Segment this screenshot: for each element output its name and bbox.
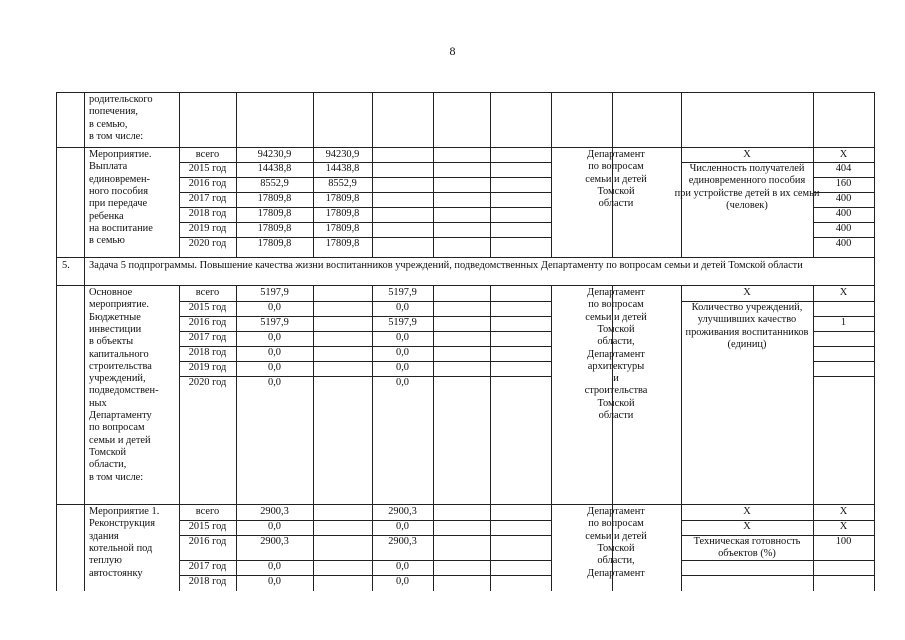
year-label: 2017 год [188, 332, 227, 343]
amount-regional: 0,0 [396, 561, 409, 572]
year-label: всего [195, 149, 220, 160]
event-name-text: здания [89, 530, 119, 542]
event-name-text: Томской [89, 446, 127, 458]
column-border [681, 92, 682, 148]
column-border [84, 92, 85, 591]
year-label: 2016 год [188, 178, 227, 189]
column-border [490, 504, 491, 591]
year-label: 2018 год [188, 208, 227, 219]
amount-total: 5197,9 [260, 317, 289, 328]
year-label: 2019 год [188, 362, 227, 373]
amount-total: 2900,3 [260, 536, 289, 547]
amount-total: 0,0 [268, 362, 281, 373]
amount-total: 0,0 [268, 521, 281, 532]
event-name-text: Мероприятие. [89, 149, 152, 160]
event-name-text: родительского [89, 94, 153, 105]
amount-total: 14438,8 [257, 163, 292, 174]
executor-text: строительства [584, 385, 648, 397]
task-description: Задача 5 подпрограммы. Повышение качества жизни воспитанников учреждений, подведомственных Департаменту по вопросам семьи и детей Томской области [89, 260, 803, 271]
year-label: 2018 год [188, 576, 227, 587]
indicator-value: 400 [835, 223, 852, 234]
amount-total: 17809,8 [257, 238, 292, 249]
event-name-text: в семью, [89, 118, 128, 130]
event-name-text: ребенка [89, 210, 124, 222]
row-border [813, 376, 875, 377]
indicator-value: 404 [835, 163, 852, 174]
indicator-x: X [743, 506, 751, 517]
indicator-value: 400 [835, 208, 852, 219]
column-border [433, 92, 434, 148]
row-border [813, 361, 875, 362]
event-name-text: Департаменту [89, 410, 152, 421]
event-name-text: при передаче [89, 198, 148, 210]
amount-regional: 2900,3 [388, 536, 417, 547]
column-border [236, 92, 237, 148]
amount-regional: 0,0 [396, 362, 409, 373]
executor-text: по вопросам [588, 299, 644, 311]
executor-text: Томской [597, 185, 635, 197]
event-name-text: Основное [89, 287, 133, 298]
indicator-text: Количество учреждений, [691, 302, 803, 313]
column-border [56, 92, 57, 591]
column-border [490, 92, 491, 148]
year-label: 2017 год [188, 193, 227, 204]
page-number: 8 [449, 44, 456, 58]
amount-federal: 17809,8 [325, 208, 360, 219]
event-name-text: в семью [89, 235, 125, 247]
executor-text: области [598, 410, 634, 421]
indicator-text: объектов (%) [718, 548, 776, 560]
amount-total: 5197,9 [260, 287, 289, 298]
column-border [490, 147, 491, 258]
executor-text: семьи и детей [585, 311, 647, 323]
event-name-text: в том числе: [89, 130, 144, 142]
year-label: 2015 год [188, 302, 227, 313]
task-number: 5. [62, 260, 70, 271]
year-label: 2015 год [188, 521, 227, 532]
amount-total: 0,0 [268, 332, 281, 343]
amount-regional: 0,0 [396, 347, 409, 358]
event-name-text: Мероприятие 1. [89, 506, 160, 517]
amount-regional: 0,0 [396, 332, 409, 343]
indicator-text: (единиц) [727, 338, 767, 350]
indicator-text: при устройстве детей в их семьи [674, 187, 820, 199]
year-label: 2015 год [188, 163, 227, 174]
year-label: 2020 год [188, 238, 227, 249]
column-border [433, 285, 434, 505]
executor-text: Департамент [587, 287, 645, 298]
event-name-text: попечения, [89, 106, 139, 118]
indicator-text: Численность получателей [689, 163, 805, 174]
row-border [681, 575, 875, 576]
amount-federal: 14438,8 [325, 163, 360, 174]
amount-regional: 2900,3 [388, 506, 417, 517]
event-name-text: по вопросам [89, 422, 145, 434]
event-name-text: инвестиции [89, 323, 142, 335]
event-name-text: автостоянку [89, 567, 143, 579]
executor-text: области, [597, 336, 635, 348]
amount-regional: 0,0 [396, 377, 409, 388]
amount-federal: 17809,8 [325, 193, 360, 204]
executor-text: Томской [597, 397, 635, 409]
year-label: 2016 год [188, 536, 227, 547]
column-border [433, 147, 434, 258]
indicator-value: 160 [835, 178, 852, 189]
indicator-text: улучшивших качество [697, 314, 797, 326]
column-border [313, 504, 314, 591]
executor-text: области, [597, 555, 635, 567]
amount-total: 0,0 [268, 576, 281, 587]
indicator-value: X [839, 521, 848, 532]
column-border [372, 147, 373, 258]
indicator-x: X [743, 149, 751, 160]
indicator-value: 1 [840, 317, 847, 328]
indicator-text: (человек) [726, 199, 768, 211]
amount-total: 0,0 [268, 302, 281, 313]
year-label: 2016 год [188, 317, 227, 328]
column-border [490, 285, 491, 505]
executor-text: области [598, 198, 634, 210]
indicator-text: Техническая готовность [693, 536, 801, 547]
amount-total: 2900,3 [260, 506, 289, 517]
amount-total: 0,0 [268, 561, 281, 572]
amount-federal: 94230,9 [325, 149, 360, 160]
amount-federal: 17809,8 [325, 238, 360, 249]
indicator-value: X [839, 287, 848, 298]
executor-text: Департамент [587, 506, 645, 517]
executor-text: семьи и детей [585, 173, 647, 185]
amount-regional: 0,0 [396, 302, 409, 313]
amount-regional: 0,0 [396, 521, 409, 532]
executor-text: Департамент [587, 567, 645, 579]
executor-text: архитектуры [587, 360, 645, 372]
executor-text: Томской [597, 542, 635, 554]
event-name-text: котельной под [89, 542, 153, 554]
column-border [179, 92, 180, 148]
amount-total: 0,0 [268, 377, 281, 388]
event-name-text: ного пособия [89, 185, 149, 197]
event-name-text: единовремен- [89, 173, 150, 185]
indicator-text: проживания воспитанников [685, 326, 809, 338]
executor-text: и [613, 373, 619, 385]
year-label: 2018 год [188, 347, 227, 358]
event-name-text: в объекты [89, 336, 134, 348]
amount-regional: 5197,9 [388, 287, 417, 298]
year-label: всего [195, 506, 220, 517]
event-name-text: учреждений, [89, 373, 146, 385]
year-label: всего [195, 287, 220, 298]
indicator-value: 400 [835, 238, 852, 249]
amount-total: 8552,9 [260, 178, 289, 189]
event-name-text: на воспитание [89, 222, 153, 234]
event-name-text: Бюджетные [89, 311, 141, 323]
column-border [612, 92, 613, 148]
column-border [433, 504, 434, 591]
executor-text: Департамент [587, 348, 645, 360]
indicator-x: X [743, 287, 751, 298]
column-border [551, 92, 552, 148]
event-name-text: Реконструкция [89, 518, 156, 530]
amount-regional: 5197,9 [388, 317, 417, 328]
indicator-value: X [839, 506, 848, 517]
amount-total: 17809,8 [257, 193, 292, 204]
executor-text: по вопросам [588, 161, 644, 173]
event-name-text: капитального [89, 348, 149, 360]
amount-federal: 17809,8 [325, 223, 360, 234]
indicator-value: X [839, 149, 848, 160]
year-label: 2017 год [188, 561, 227, 572]
amount-federal: 8552,9 [328, 178, 357, 189]
event-name-text: строительства [89, 360, 152, 372]
column-border [813, 92, 814, 148]
indicator-text: единовременного пособия [688, 175, 806, 187]
amount-total: 17809,8 [257, 208, 292, 219]
executor-text: Департамент [587, 149, 645, 160]
executor-text: семьи и детей [585, 530, 647, 542]
indicator-x: X [743, 521, 751, 532]
column-border [313, 92, 314, 148]
amount-total: 0,0 [268, 347, 281, 358]
indicator-value: 400 [835, 193, 852, 204]
indicator-value: 100 [835, 536, 852, 547]
column-border [313, 285, 314, 505]
executor-text: по вопросам [588, 518, 644, 530]
event-name-text: области, [89, 459, 127, 471]
event-name-text: ных [89, 397, 107, 409]
year-label: 2020 год [188, 377, 227, 388]
amount-total: 94230,9 [257, 149, 292, 160]
event-name-text: подведомствен- [89, 385, 159, 397]
column-border [372, 92, 373, 148]
budget-table [56, 92, 876, 590]
column-border [874, 92, 875, 591]
event-name-text: семьи и детей [89, 434, 151, 446]
amount-regional: 0,0 [396, 576, 409, 587]
event-name-text: мероприятие. [89, 299, 149, 311]
executor-text: Томской [597, 323, 635, 335]
amount-total: 17809,8 [257, 223, 292, 234]
event-name-text: Выплата [89, 161, 128, 173]
year-label: 2019 год [188, 223, 227, 234]
event-name-text: теплую [89, 555, 122, 567]
event-name-text: в том числе: [89, 471, 144, 483]
